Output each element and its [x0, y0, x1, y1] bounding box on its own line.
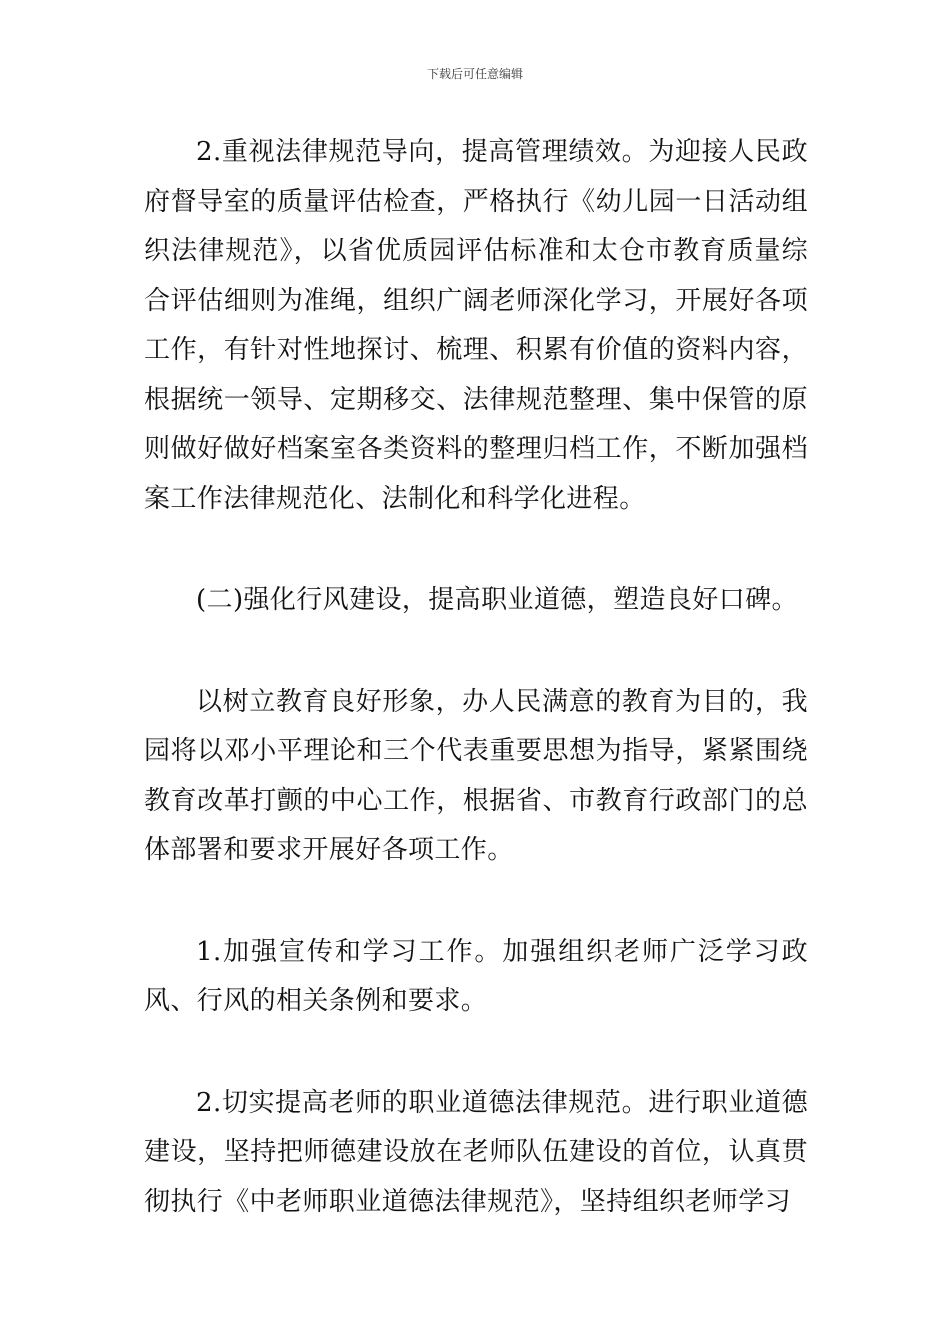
paragraph-1: 2.重视法律规范导向，提高管理绩效。为迎接人民政府督导室的质量评估检查，严格执行《幼儿园一日活动组织法律规范》，以省优质园评估标准和太仓市教育质量综合评估细则为准绳，组织广阔老师深化学习，开展好各项工作，有针对性地探讨、梳理、积累有价值的资料内容，根据统一领导、定期移交、法律规范整理、集中保管的原则做好做好档案室各类资料的整理归档工作，不断加强档案工作法律规范化、法制化和科学化进程。	[144, 137, 808, 514]
paragraph-4: 1.加强宣传和学习工作。加强组织老师广泛学习政风、行风的相关条例和要求。	[144, 936, 808, 1016]
paragraph-2: (二)强化行风建设，提高职业道德，塑造良好口碑。	[196, 585, 798, 615]
paragraph-3: 以树立教育良好形象，办人民满意的教育为目的，我园将以邓小平理论和三个代表重要思想为指导，紧紧围绕教育改革打颤的中心工作，根据省、市教育行政部门的总体部署和要求开展好各项工作。	[144, 686, 808, 865]
paragraph-5: 2.切实提高老师的职业道德法律规范。进行职业道德建设，坚持把师德建设放在老师队伍建设的首位，认真贯彻执行《中老师职业道德法律规范》，坚持组织老师学习	[144, 1087, 808, 1217]
page-header: 下载后可任意编辑	[426, 67, 523, 81]
document-body	[144, 128, 808, 1227]
